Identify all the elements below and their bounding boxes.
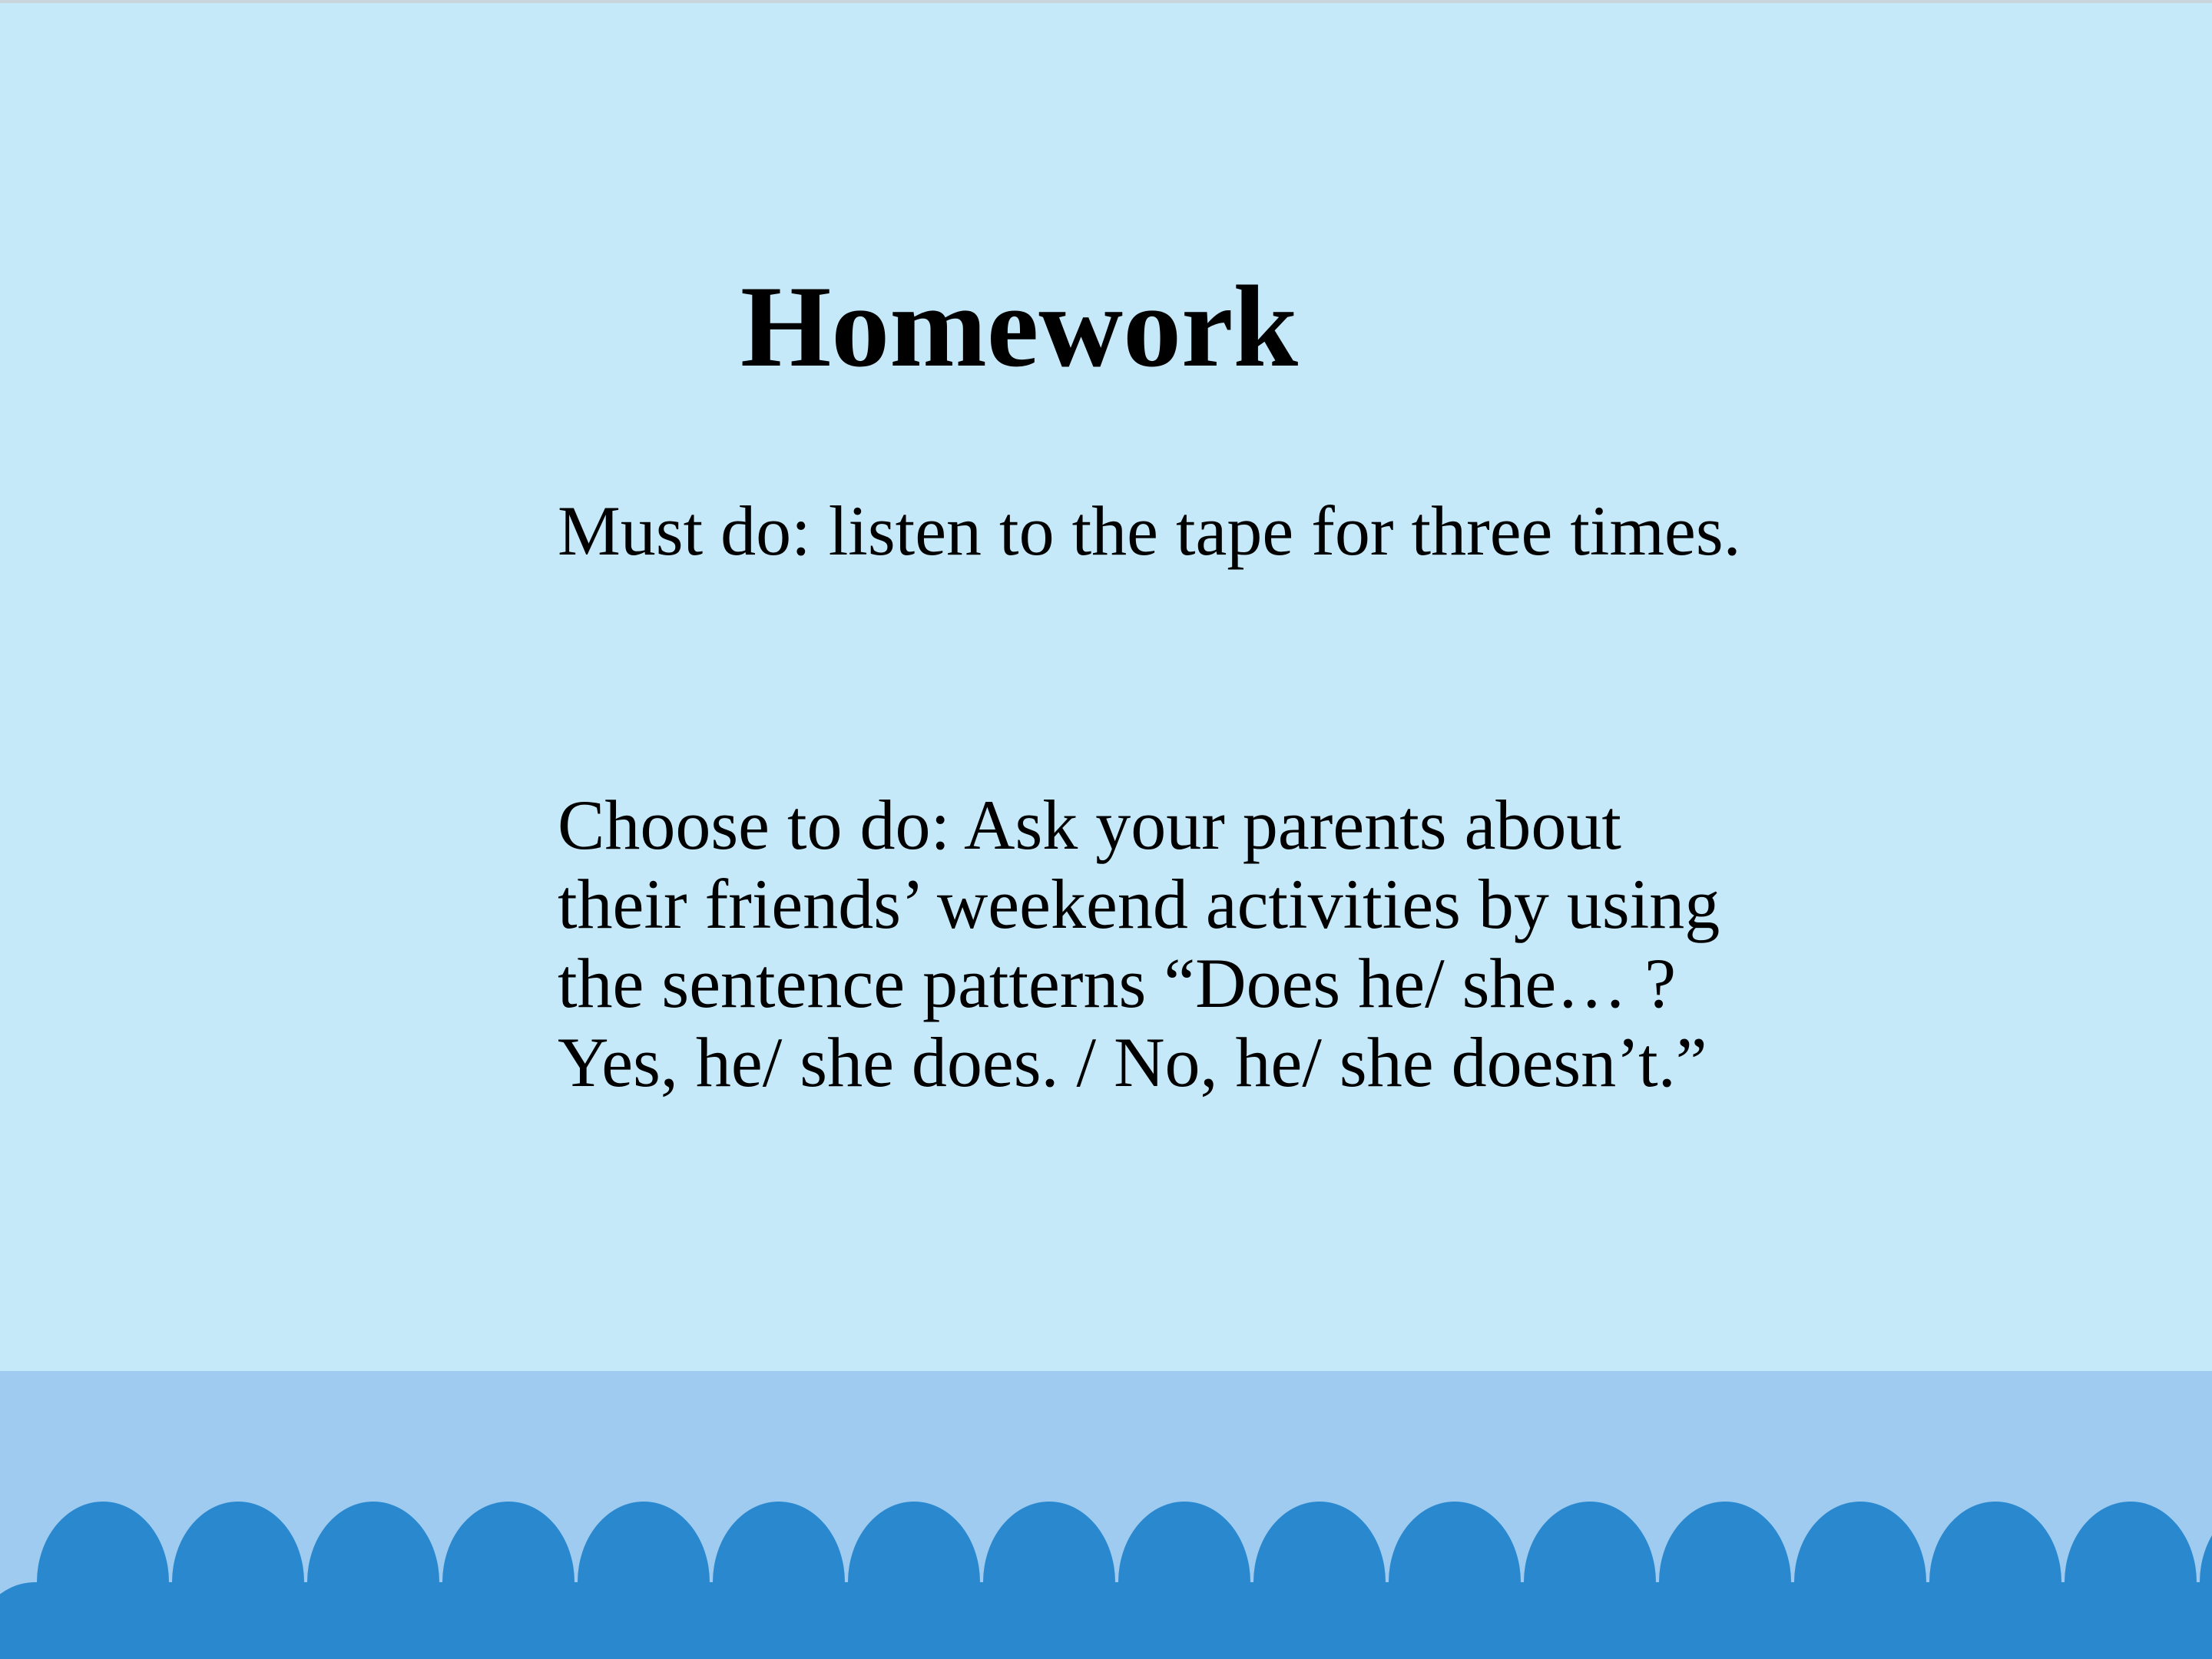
wave-decoration: [0, 1490, 2212, 1659]
slide-title: Homework: [740, 262, 1299, 391]
top-edge-line: [0, 0, 2212, 3]
must-do-text: Must do: listen to the tape for three times.: [558, 492, 1741, 570]
choose-to-do-text: Choose to do: Ask your parents about their friends’ weekend activities by using the sentence patterns “Does he/ she… ? Yes, he/ she does. / No, he/ she doesn’t.”: [558, 786, 1720, 1101]
